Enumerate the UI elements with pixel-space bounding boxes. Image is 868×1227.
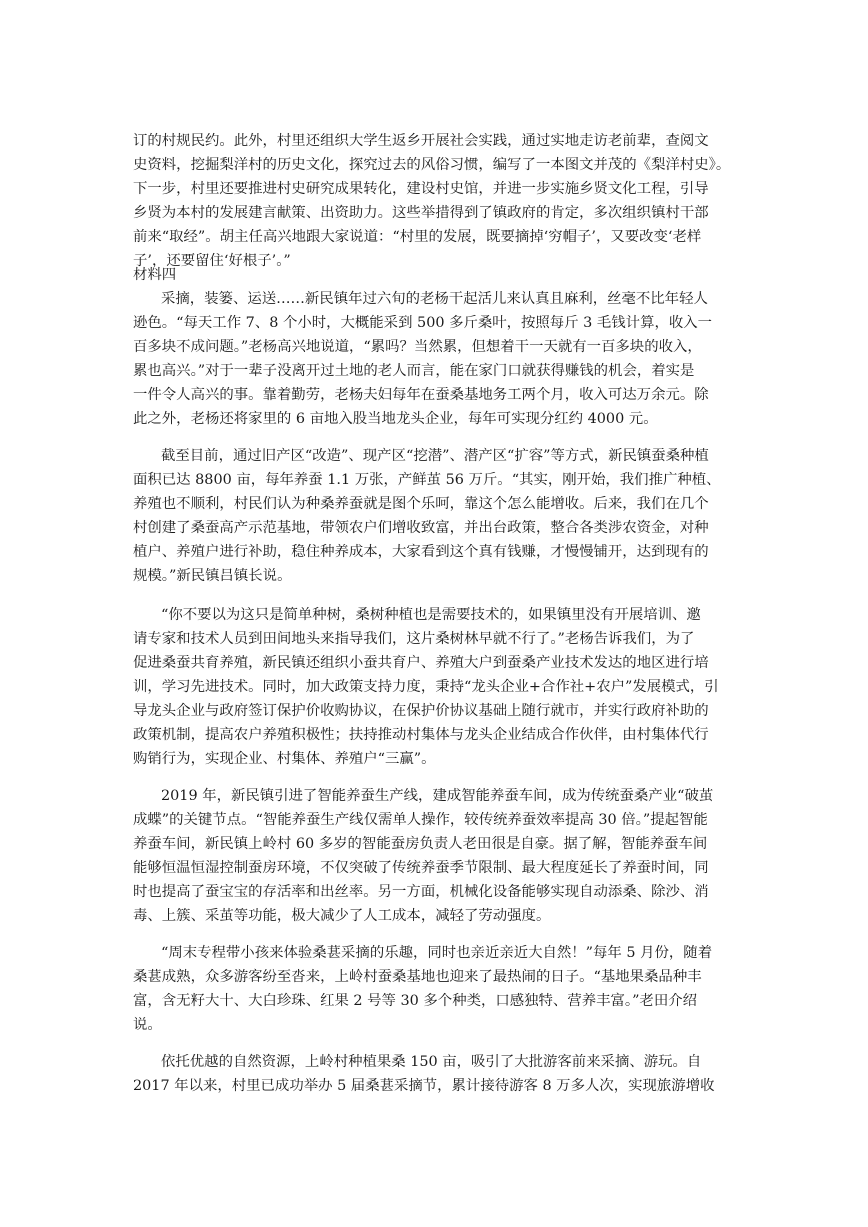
paragraph-line: 请专家和技术人员到田间地头来指导我们，这片桑树林早就不行了。”老杨告诉我们，为了 (133, 631, 695, 647)
paragraph-line: 成蝶”的关键节点。“智能养蚕生产线仅需单人操作，较传统养蚕效率提高 30 倍。”提起智能 (133, 812, 708, 828)
paragraph-line: “周末专程带小孩来体验桑葚采摘的乐趣，同时也亲近亲近大自然！”每年 5 月份，随着 (161, 945, 713, 961)
paragraph-line: 截至目前，通过旧产区“改造”、现产区“挖潜”、潜产区“扩容”等方式，新民镇蚕桑种植 (161, 448, 709, 464)
paragraph-line: 养蚕车间，新民镇上岭村 60 多岁的智能蚕房负责人老田很是自豪。据了解，智能养蚕车间 (133, 836, 708, 852)
paragraph-line: 依托优越的自然资源，上岭村种植果桑 150 亩，吸引了大批游客前来采摘、游玩。自 (161, 1054, 702, 1070)
paragraph-line: 2019 年，新民镇引进了智能养蚕生产线，建成智能养蚕车间，成为传统蚕桑产业“破茧 (161, 788, 714, 804)
paragraph-line: 规模。”新民镇吕镇长说。 (133, 568, 292, 584)
paragraph-line: 促进桑蚕共育养殖，新民镇还组织小蚕共育户、养殖大户到蚕桑产业技术发达的地区进行培 (133, 655, 709, 671)
paragraph-line: 采摘，装篓、运送……新民镇年过六旬的老杨干起活儿来认真且麻利，丝毫不比年轻人 (161, 291, 708, 307)
paragraph-line: 下一步，村里还要推进村史研究成果转化，建设村史馆，并进一步实施乡贤文化工程，引导 (133, 181, 709, 197)
paragraph-line: 一件令人高兴的事。靠着勤劳，老杨夫妇每年在蚕桑基地务工两个月，收入可达万余元。除 (133, 387, 709, 403)
paragraph-line: 桑葚成熟，众多游客纷至沓来，上岭村蚕桑基地也迎来了最热闹的日子。“基地果桑品种丰 (133, 969, 702, 985)
paragraph-line: 面积已达 8800 亩，每年养蚕 1.1 万张，产鲜茧 56 万斤。“其实，刚开始，我们推广种植、 (133, 472, 721, 488)
paragraph-line: 说。 (133, 1017, 162, 1033)
paragraph-line: 史资料，挖掘梨洋村的历史文化，探究过去的风俗习惯，编写了一本图文并茂的《梨洋村史》。 (133, 157, 731, 173)
paragraph-line: 此之外，老杨还将家里的 6 亩地入股当地龙头企业，每年可实现分红约 4000 元。 (133, 411, 658, 427)
paragraph-line: 能够恒温恒湿控制蚕房环境，不仅突破了传统养蚕季节限制、最大程度延长了养蚕时间，同 (133, 860, 709, 876)
paragraph-line: 购销行为，实现企业、村集体、养殖户“三赢”。 (133, 751, 436, 767)
paragraph-line: 政策机制，提高农户养殖积极性；扶持推动村集体与龙头企业结成合作伙伴，由村集体代行 (133, 727, 709, 743)
paragraph-line: 富，含无籽大十、大白珍珠、红果 2 号等 30 多个种类，口感独特、营养丰富。”老田介绍 (133, 993, 697, 1009)
paragraph-line: 订的村规民约。此外，村里还组织大学生返乡开展社会实践，通过实地走访老前辈，查阅文 (133, 133, 709, 149)
paragraph-line: 养殖也不顺利，村民们认为种桑养蚕就是图个乐呵，靠这个怎么能增收。后来，我们在几个 (133, 496, 709, 512)
paragraph-line: “你不要以为这只是简单种树，桑树种植也是需要技术的，如果镇里没有开展培训、邀 (161, 607, 701, 623)
paragraph-line: 村创建了桑蚕高产示范基地，带领农户们增收致富，并出台政策，整合各类涉农资金，对种 (133, 520, 709, 536)
section-heading: 材料四 (133, 267, 177, 283)
paragraph-line: 累也高兴。”对于一辈子没离开过土地的老人而言，能在家门口就获得赚钱的机会，着实是 (133, 363, 695, 379)
paragraph-line: 植户、养殖户进行补助，稳住种养成本，大家看到这个真有钱赚，才慢慢铺开，达到现有的 (133, 544, 709, 560)
paragraph-line: 逊色。“每天工作 7、8 个小时，大概能采到 500 多斤桑叶，按照每斤 3 毛钱计算，收入一 (133, 315, 713, 331)
paragraph-line: 百多块不成问题。”老杨高兴地说道，“累吗？当然累，但想着干一天就有一百多块的收入， (133, 339, 702, 355)
paragraph-line: 导龙头企业与政府签订保护价收购协议，在保护价协议基础上随行就市，并实行政府补助的 (133, 703, 709, 719)
paragraph-line: 前来“取经”。胡主任高兴地跟大家说道：“村里的发展，既要摘掉‘穷帽子’，又要改变‘老样 (133, 229, 702, 245)
paragraph-line: 子’，还要留住‘好根子’。” (133, 253, 291, 269)
paragraph-line: 乡贤为本村的发展建言献策、出资助力。这些举措得到了镇政府的肯定，多次组织镇村干部 (133, 205, 709, 221)
paragraph-line: 训，学习先进技术。同时，加大政策支持力度，秉持“龙头企业+合作社+农户”发展模式，引 (133, 679, 719, 695)
paragraph-line: 时也提高了蚕宝宝的存活率和出丝率。另一方面，机械化设备能够实现自动添桑、除沙、消 (133, 884, 709, 900)
paragraph-line: 毒、上簇、采茧等功能，极大减少了人工成本，减轻了劳动强度。 (133, 908, 551, 924)
paragraph-line: 2017 年以来，村里已成功举办 5 届桑葚采摘节，累计接待游客 8 万多人次，实现旅游增收 (133, 1078, 715, 1094)
